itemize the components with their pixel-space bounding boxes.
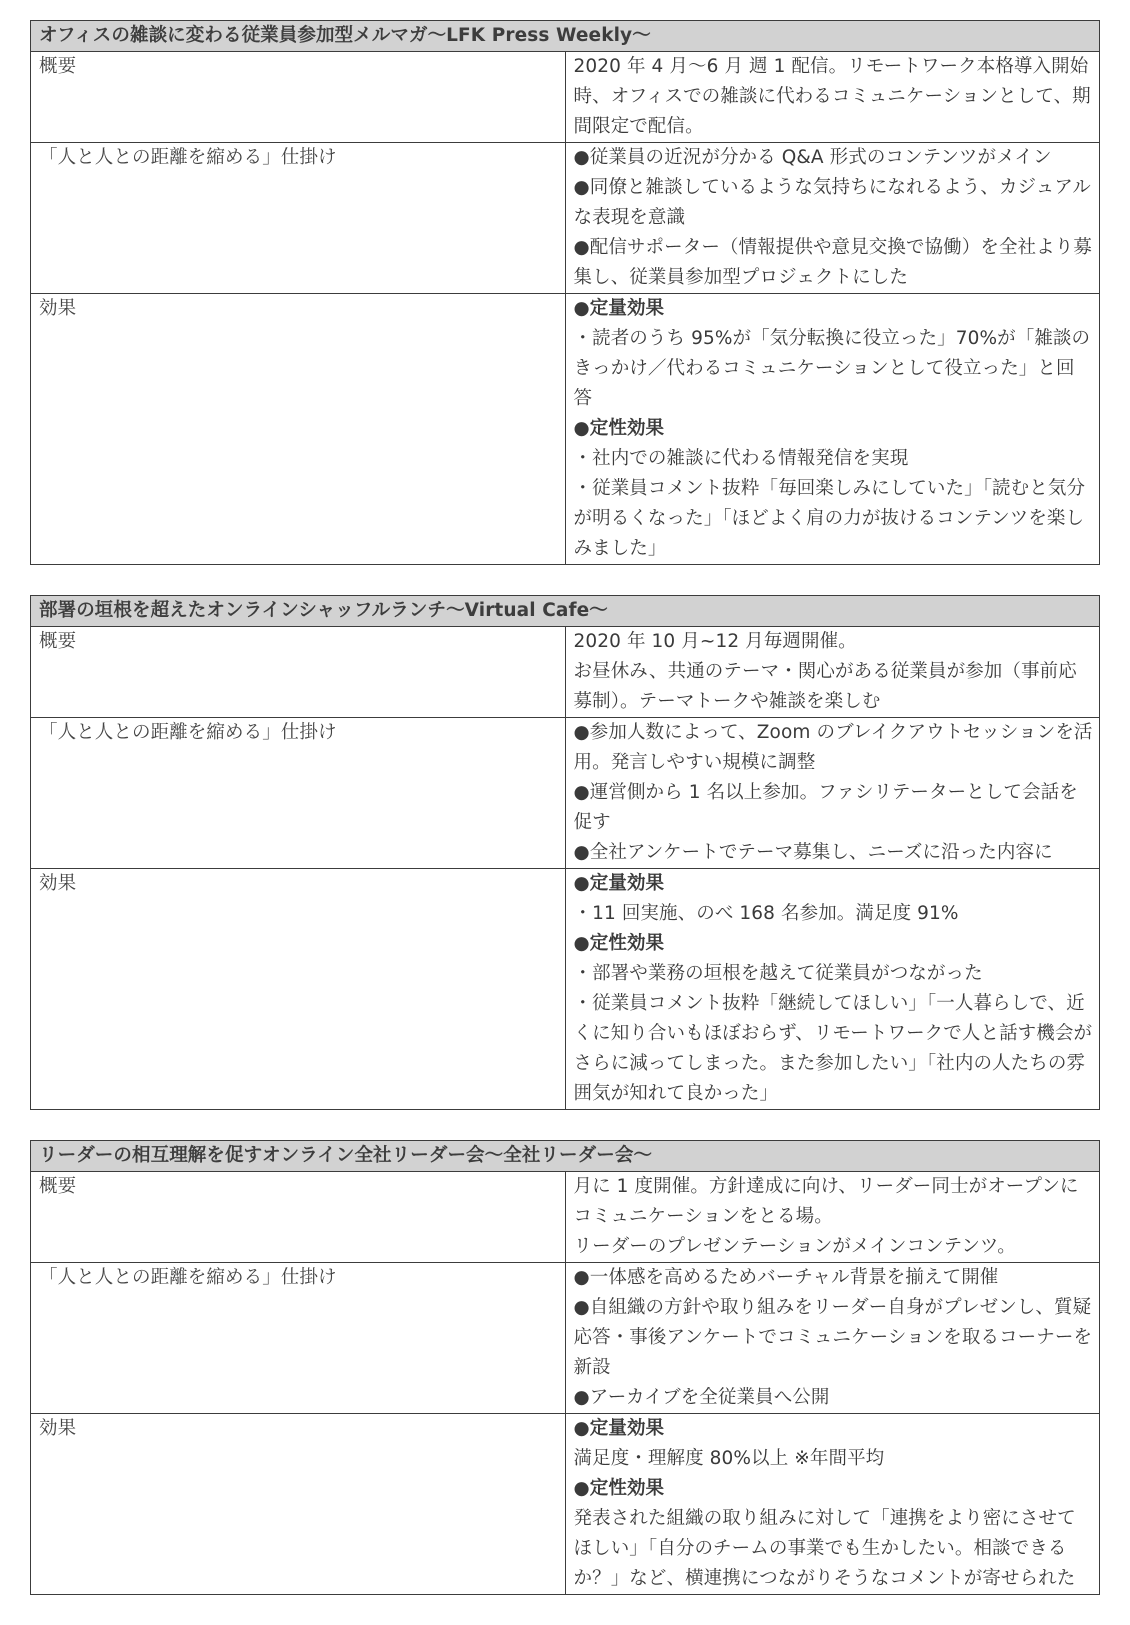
row-content (565, 1263, 1100, 1414)
table-row (31, 1263, 1100, 1414)
effect-heading: ●定性効果 (573, 1478, 665, 1499)
table-row (31, 1172, 1100, 1263)
content-line: 2020 年 4 月〜6 月 週 1 配信。リモートワーク本格導入開始時、オフィスでの雑談に代わるコミュニケーションとして、期間限定で配信。 (573, 56, 1091, 137)
document-page (30, 20, 1100, 1625)
effect-heading: ●定量効果 (573, 1418, 665, 1439)
table-row (31, 869, 1100, 1110)
case-table (30, 1140, 1100, 1595)
table-row (31, 143, 1100, 294)
content-line: ・従業員コメント抜粋「継続してほしい」「一人暮らしで、近くに知り合いもほぼおらず、リモートワークで人と話す機会がさらに減ってしまった。また参加したい」「社内の人たちの雰囲気が知れて良かった」 (573, 993, 1093, 1104)
table-row (31, 294, 1100, 565)
row-label: 概要 (31, 627, 566, 718)
content-line: 月に 1 度開催。方針達成に向け、リーダー同士がオープンにコミュニケーションをとる場。 (573, 1176, 1079, 1227)
row-label: 「人と人との距離を縮める」仕掛け (31, 1263, 566, 1414)
content-line: お昼休み、共通のテーマ・関心がある従業員が参加（事前応募制）。テーマトークや雑談を楽しむ (573, 661, 1077, 712)
row-label: 概要 (31, 1172, 566, 1263)
row-content (565, 869, 1100, 1110)
row-content (565, 143, 1100, 294)
content-line: ・11 回実施、のべ 168 名参加。満足度 91% (573, 903, 959, 924)
content-line: 発表された組織の取り組みに対して「連携をより密にさせてほしい」「自分のチームの事業でも生かしたい。相談できるか？」など、横連携につながりそうなコメントが寄せられた (573, 1508, 1076, 1589)
row-label: 効果 (31, 1414, 566, 1595)
case-table (30, 595, 1100, 1110)
content-line: 満足度・理解度 80%以上 ※年間平均 (573, 1448, 885, 1469)
content-line: ●自組織の方針や取り組みをリーダー自身がプレゼンし、質疑応答・事後アンケートでコミュニケーションを取るコーナーを新設 (573, 1297, 1093, 1378)
row-content (565, 1414, 1100, 1595)
content-line: ●運営側から 1 名以上参加。ファシリテーターとして会話を促す (573, 782, 1078, 833)
row-label: 「人と人との距離を縮める」仕掛け (31, 143, 566, 294)
content-line: リーダーのプレゼンテーションがメインコンテンツ。 (573, 1236, 1016, 1257)
content-line: ●アーカイブを全従業員へ公開 (573, 1387, 830, 1408)
content-line: ●従業員の近況が分かる Q&A 形式のコンテンツがメイン (573, 147, 1052, 168)
row-content (565, 627, 1100, 718)
content-line: ・読者のうち 95%が「気分転換に役立った」70%が「雑談のきっかけ／代わるコミュニケーションとして役立った」と回答 (573, 328, 1091, 409)
effect-heading: ●定量効果 (573, 873, 665, 894)
row-content (565, 718, 1100, 869)
table-row (31, 627, 1100, 718)
row-content (565, 52, 1100, 143)
content-line: ●配信サポーター（情報提供や意見交換で協働）を全社より募集し、従業員参加型プロジェクトにした (573, 237, 1092, 288)
content-line: 2020 年 10 月~12 月毎週開催。 (573, 631, 857, 652)
effect-heading: ●定量効果 (573, 298, 665, 319)
case-title: 部署の垣根を超えたオンラインシャッフルランチ〜Virtual Cafe〜 (31, 596, 1100, 627)
case-title: リーダーの相互理解を促すオンライン全社リーダー会〜全社リーダー会〜 (31, 1141, 1100, 1172)
row-label: 効果 (31, 294, 566, 565)
row-label: 概要 (31, 52, 566, 143)
case-table (30, 20, 1100, 565)
content-line: ●参加人数によって、Zoom のブレイクアウトセッションを活用。発言しやすい規模に調整 (573, 722, 1093, 773)
case-title: オフィスの雑談に変わる従業員参加型メルマガ〜LFK Press Weekly〜 (31, 21, 1100, 52)
row-content (565, 1172, 1100, 1263)
content-line: ・部署や業務の垣根を越えて従業員がつながった (573, 963, 983, 984)
table-row (31, 718, 1100, 869)
content-line: ●同僚と雑談しているような気持ちになれるよう、カジュアルな表現を意識 (573, 177, 1091, 228)
content-line: ●全社アンケートでテーマ募集し、ニーズに沿った内容に (573, 842, 1053, 863)
table-row (31, 52, 1100, 143)
row-content (565, 294, 1100, 565)
row-label: 「人と人との距離を縮める」仕掛け (31, 718, 566, 869)
effect-heading: ●定性効果 (573, 418, 665, 439)
content-line: ・従業員コメント抜粋「毎回楽しみにしていた」「読むと気分が明るくなった」「ほどよく肩の力が抜けるコンテンツを楽しみました」 (573, 478, 1086, 559)
table-row (31, 1414, 1100, 1595)
effect-heading: ●定性効果 (573, 933, 665, 954)
row-label: 効果 (31, 869, 566, 1110)
content-line: ・社内での雑談に代わる情報発信を実現 (573, 448, 909, 469)
content-line: ●一体感を高めるためバーチャル背景を揃えて開催 (573, 1267, 999, 1288)
